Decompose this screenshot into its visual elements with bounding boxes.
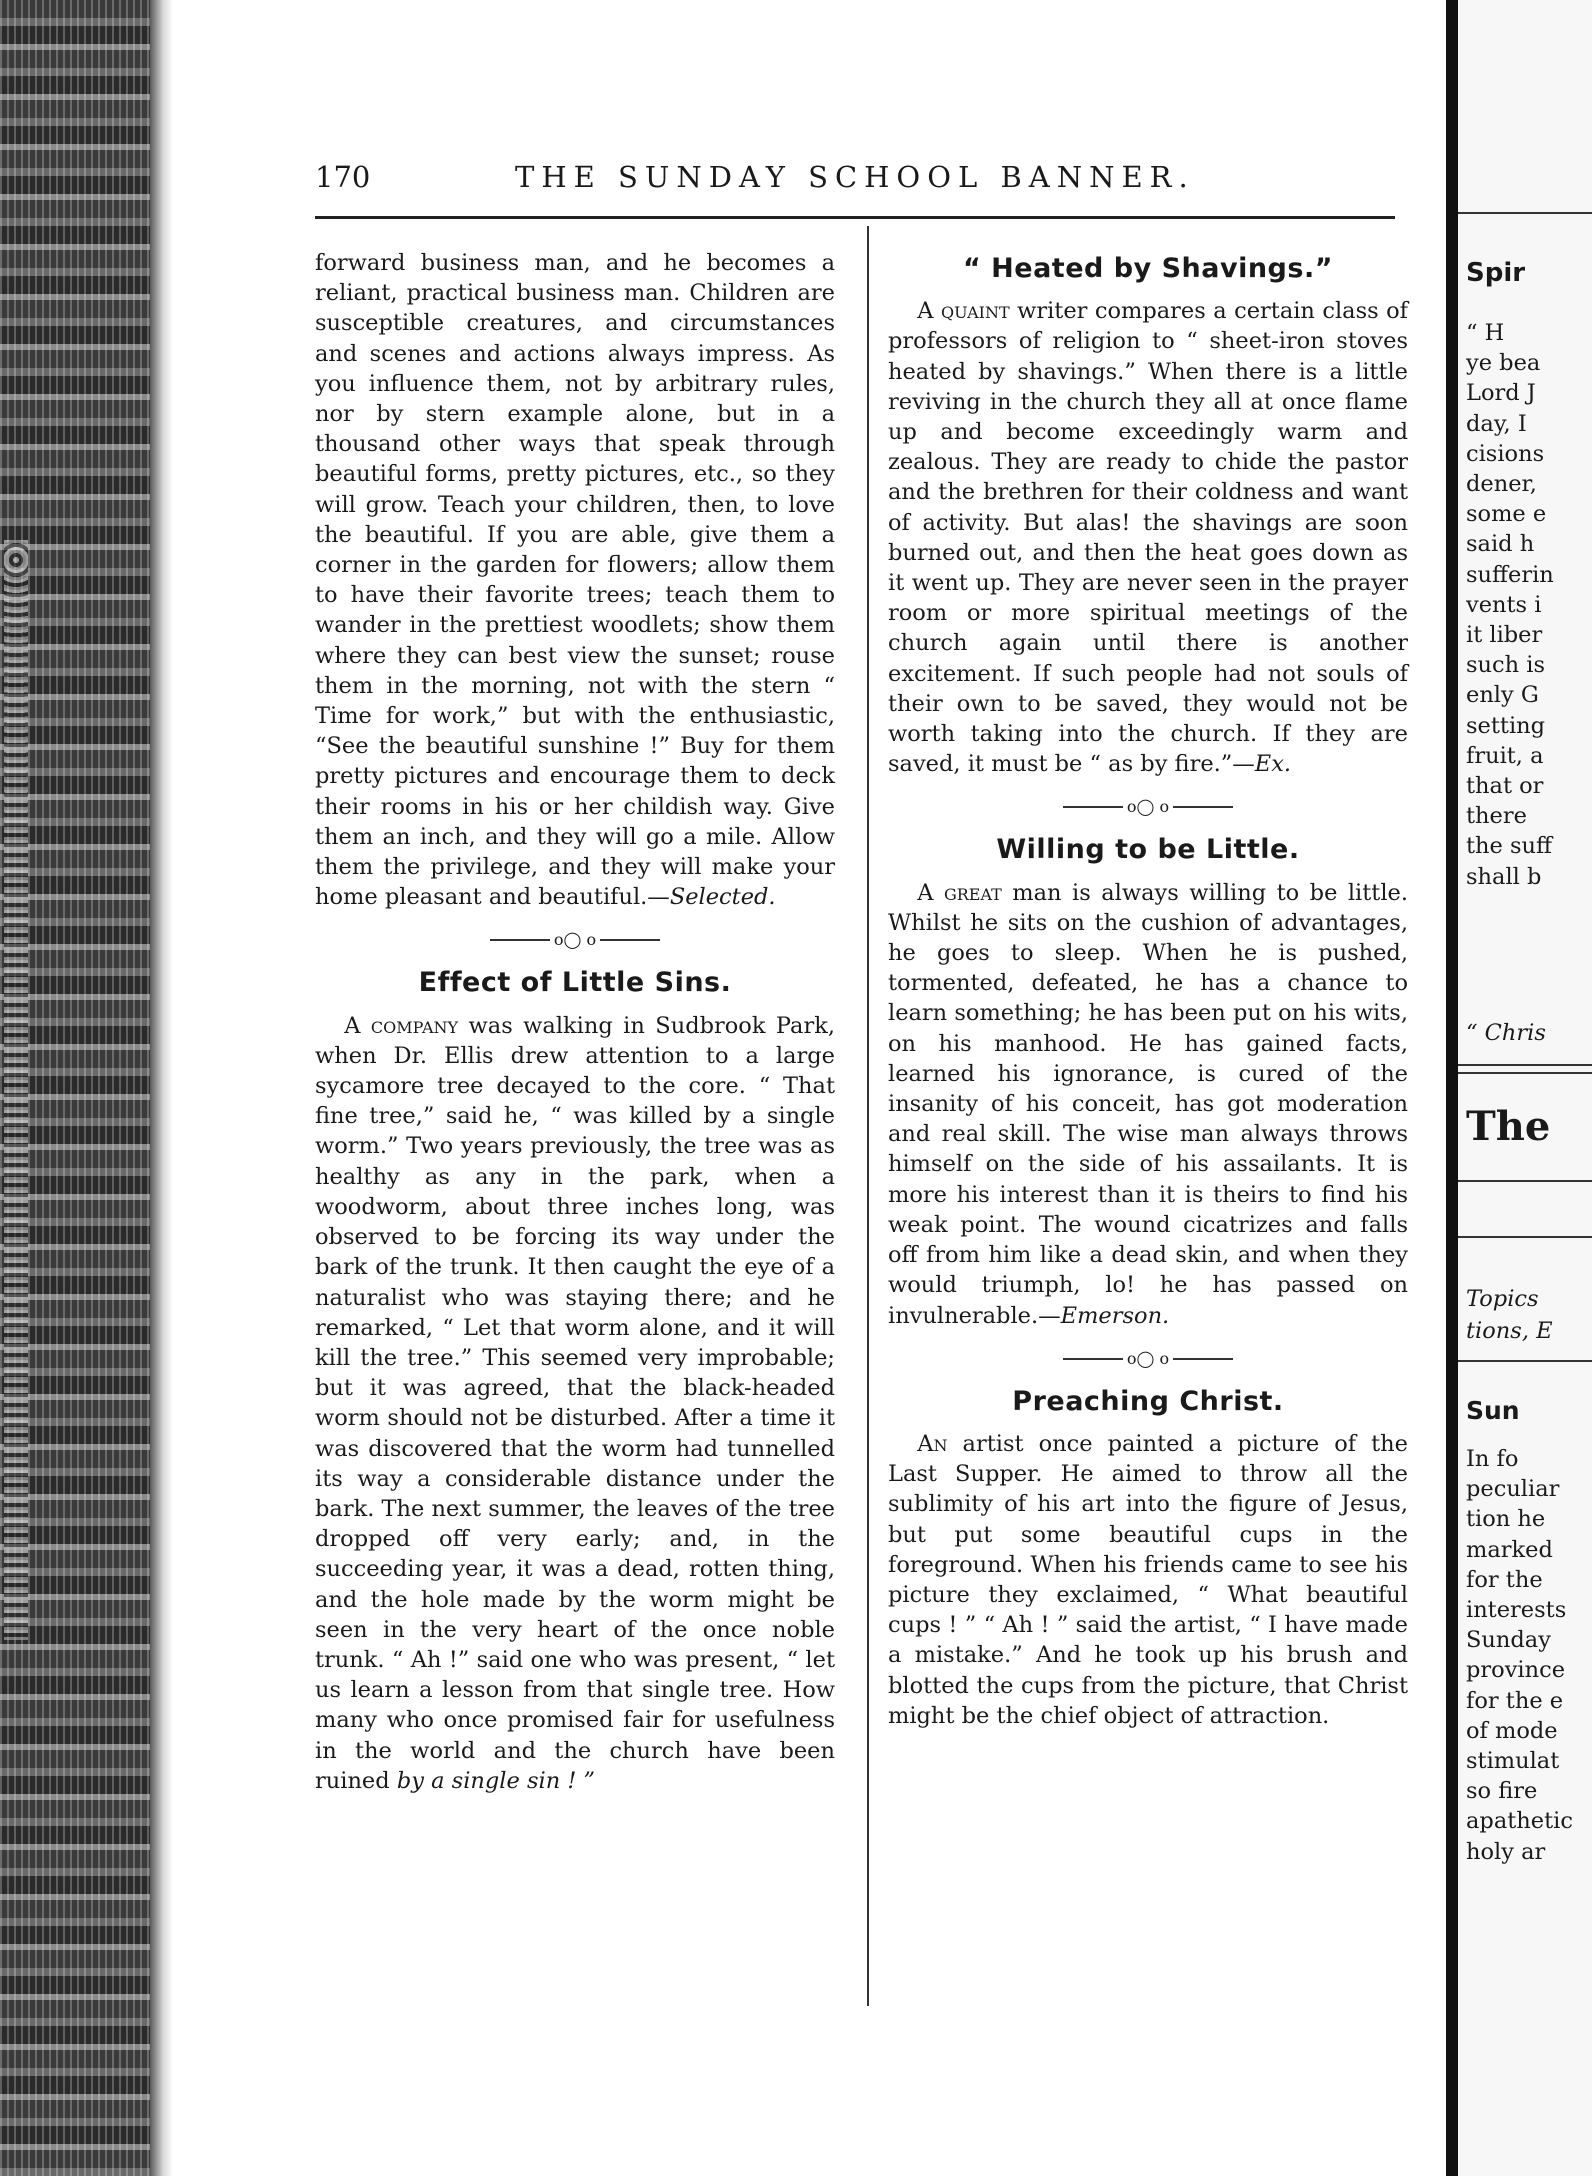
adjacent-text-line: such is	[1466, 652, 1546, 679]
adjacent-text-line: it liber	[1466, 622, 1543, 648]
adjacent-text-line: peculiar	[1466, 1476, 1560, 1503]
adjacent-text-line: said h	[1466, 531, 1535, 558]
adjacent-page-fragment	[1458, 0, 1592, 2176]
adjacent-text-line: so fire	[1466, 1778, 1538, 1805]
lead-in: An	[917, 1430, 948, 1457]
article-body: A quaint writer compares a certain class of professors of religion to “ sheet-iron stoves heated by shavings.” When there is a little reviving in the church they all at once flame up and become exceedingly warm and zealous. They are ready to chide the pastor and the brethren for their coldness and want of activity. But alas! the shavings are soon burned out, and then the heat goes down as it went up. They are never seen in the prayer room or more spiritual meetings of the church again until there is another excitement. If such people had not souls of their own to be saved, they would not be worth taking into the church. If they are saved, it must be “ as by fire.”—Ex.	[888, 298, 1409, 778]
adjacent-italic-line: tions, E	[1466, 1318, 1553, 1344]
page-number: 170	[315, 160, 371, 194]
section-ornament: o◯ o	[888, 797, 1408, 817]
adjacent-text-line: for the	[1466, 1566, 1543, 1593]
section-ornament: o◯ o	[888, 1349, 1408, 1369]
article-title-effect-of-little-sins: Effect of Little Sins.	[418, 967, 732, 999]
adjacent-attribution: “ Chris	[1466, 1020, 1546, 1046]
adjacent-text-line: shall b	[1466, 863, 1542, 890]
adjacent-heading: Spir	[1466, 258, 1526, 288]
adjacent-text-line: holy ar	[1466, 1838, 1546, 1865]
article-title-willing-to-be-little: Willing to be Little.	[996, 834, 1300, 866]
book-binding-shadow	[150, 0, 172, 2176]
adjacent-text-line: day, I	[1466, 410, 1527, 437]
adjacent-text-line: setting	[1466, 712, 1546, 739]
attribution: Ex.	[1254, 751, 1292, 778]
article-body: A great man is always willing to be little. Whilst he sits on the cushion of advantages, he goes to sleep. When he is pushed, tormented, defeated, he has a chance to learn something; he has been put on his wits, on his manhood. He has gained facts, learned his ignorance, is cured of the insanity of his conceit, has got moderation and real skill. The wise man always throws himself on the side of his assailants. It is more his interest than it is theirs to find his weak point. The wound cicatrizes and falls off from him like a dead skin, and when they would triumph, lo! he has passed on invulnerable.—Emerson.	[888, 879, 1408, 1329]
adjacent-text-line: Sunday	[1466, 1627, 1551, 1654]
column-divider	[867, 226, 869, 2006]
adjacent-text-line: enly G	[1466, 682, 1539, 709]
adjacent-text-line: dener,	[1466, 471, 1537, 497]
adjacent-text-line: that or	[1466, 773, 1544, 799]
running-title: THE SUNDAY SCHOOL BANNER.	[515, 160, 1195, 194]
lead-in: A company	[344, 1012, 459, 1039]
adjacent-rule	[1458, 1072, 1592, 1074]
page-header	[315, 160, 1452, 208]
adjacent-rule	[1458, 1064, 1592, 1066]
lead-in: A quaint	[917, 298, 1010, 325]
adjacent-text-line: cisions	[1466, 440, 1545, 467]
header-rule	[315, 216, 1395, 219]
adjacent-text-line: sufferin	[1466, 561, 1554, 588]
article-title-heated-by-shavings: “ Heated by Shavings.”	[963, 253, 1333, 284]
adjacent-rule	[1458, 1180, 1592, 1182]
adjacent-text-line: stimulat	[1466, 1748, 1560, 1774]
adjacent-text-line: ye bea	[1466, 350, 1541, 377]
adjacent-text-line: for the e	[1466, 1687, 1564, 1714]
adjacent-text-line: vents i	[1466, 591, 1542, 618]
left-column	[315, 248, 835, 1796]
adjacent-text-line: “ H	[1466, 320, 1505, 346]
marbled-page-edge	[0, 0, 170, 2176]
adjacent-text-line: tion he	[1466, 1506, 1546, 1533]
lead-in: A great	[917, 879, 1002, 906]
book-page	[172, 0, 1446, 2176]
article-body: An artist once painted a picture of the Last Supper. He aimed to throw all the sublimity of his art into the figure of Jesus, but put some beautiful cups in the foreground. When his friends came to see his picture they exclaimed, “ What beautiful cups ! ” “ Ah ! ” said the artist, “ I have made a mistake.” And he took up his brush and blotted the cups from the picture, that Christ might be the chief object of attraction.	[888, 1430, 1408, 1729]
adjacent-text-line: interests	[1466, 1597, 1567, 1623]
adjacent-text-line: fruit, a	[1466, 742, 1544, 769]
adjacent-blackletter-heading: The	[1466, 1103, 1551, 1150]
section-ornament: o◯ o	[315, 930, 835, 950]
article-title-preaching-christ: Preaching Christ.	[1012, 1385, 1284, 1417]
adjacent-text-line: apathetic	[1466, 1808, 1573, 1835]
adjacent-heading: Sun	[1466, 1396, 1520, 1425]
adjacent-text-line: Lord J	[1466, 380, 1536, 407]
continued-paragraph: forward business man, and he becomes a reliant, practical business man. Children are susceptible creatures, and circumstances and scenes and actions always impress. As you influence them, not by arbitrary rules, nor by stern example alone, but in a thousand other ways that speak through beautiful forms, pretty pictures, etc., so they will grow. Teach your children, then, to love the beautiful. If you are able, give them a corner in the garden for flowers; allow them to have their favorite trees; teach them to wander in the prettiest woodlets; show them where they can best view the sunset; rouse them in the morning, not with the stern “ Time for work,” but with the enthusiastic, “See the beautiful sunshine !” Buy for them pretty pictures and encourage them to deck their rooms in his or her childish way. Give them an inch, and they will go a mile. Allow them the privilege, and they will make your home pleasant and beautiful.—Selected.	[315, 250, 835, 911]
adjacent-text-line: marked	[1466, 1536, 1553, 1563]
adjacent-text-line: In fo	[1466, 1446, 1519, 1472]
adjacent-italic-line: Topics	[1466, 1286, 1539, 1312]
adjacent-rule	[1458, 212, 1592, 214]
adjacent-text-line: province	[1466, 1657, 1566, 1684]
adjacent-text-line: of mode	[1466, 1717, 1558, 1744]
adjacent-rule	[1458, 1360, 1592, 1362]
adjacent-rule	[1458, 1236, 1592, 1238]
adjacent-text-line: the suff	[1466, 833, 1553, 860]
marbled-pattern	[4, 540, 28, 1640]
adjacent-text-line: some e	[1466, 501, 1547, 528]
italic-ending: by a single sin ! ”	[396, 1767, 596, 1794]
attribution: Emerson.	[1060, 1302, 1170, 1329]
adjacent-text-line: there	[1466, 803, 1527, 830]
gutter-shadow	[1446, 0, 1458, 2176]
right-column	[888, 248, 1408, 1731]
article-body: A company was walking in Sudbrook Park, when Dr. Ellis drew attention to a large sycamore tree decayed to the core. “ That fine tree,” said he, “ was killed by a single worm.” Two years previously, the tree was as healthy as any in the park, when a woodworm, about three inches long, was observed to be forcing its way under the bark of the trunk. It then caught the eye of a naturalist who was staying there; and he remarked, “ Let that worm alone, and it will kill the tree.” This seemed very improbable; but it was agreed, that the black-headed worm should not be disturbed. After a time it was discovered that the worm had tunnelled its way a considerable distance under the bark. The next summer, the leaves of the tree dropped off very early; and, in the succeeding year, it was a dead, rotten thing, and the hole made by the worm might be seen in the very heart of the once noble trunk. “ Ah !” said one who was present, “ let us learn a lesson from that single tree. How many who once promised fair for usefulness in the world and the church have been ruined by a single sin ! ”	[315, 1012, 835, 1794]
attribution: Selected.	[669, 884, 776, 911]
